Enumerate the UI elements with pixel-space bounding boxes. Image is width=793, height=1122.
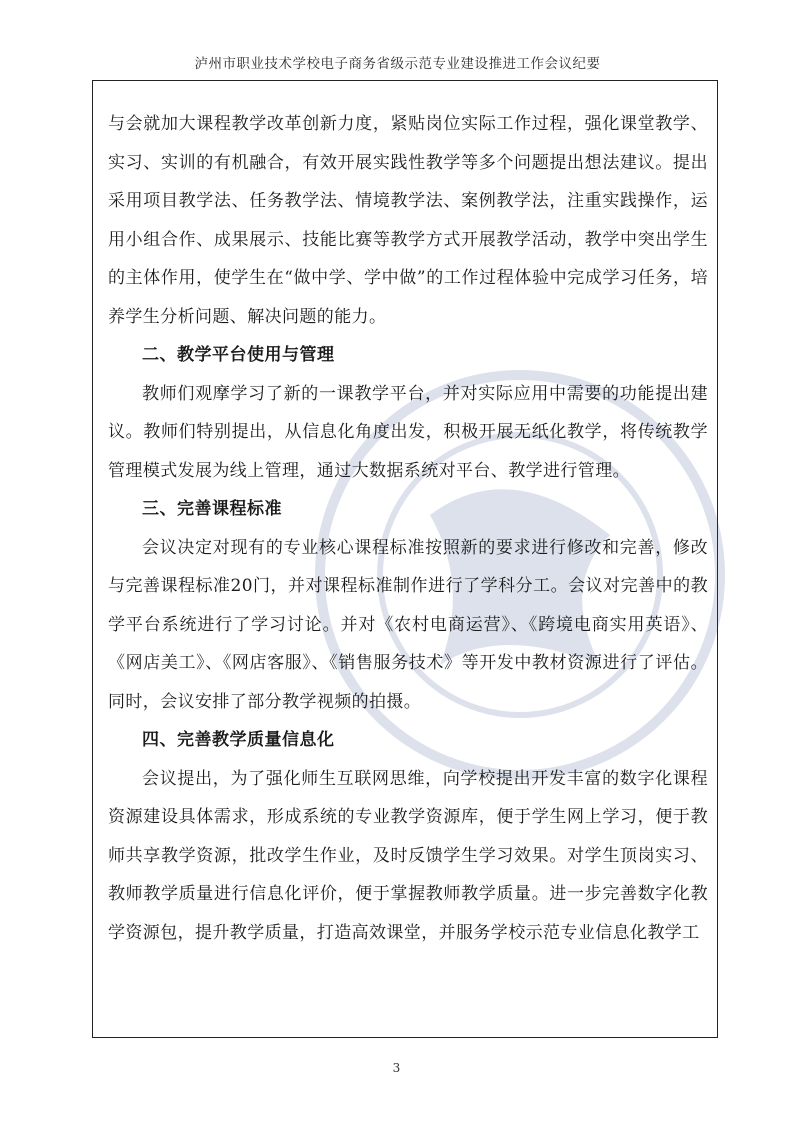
section-heading-standards: 三、完善课程标准: [142, 499, 282, 519]
paragraph-platform: 教师们观摩学习了新的一课教学平台，并对实际应用中需要的功能提出建议。教师们特别提出，从信息化角度出发，积极开展无纸化教学，将传统教学管理模式发展为线上管理，通过大数据系统对平台、教学进行管理。: [108, 383, 708, 481]
section-heading-platform: 二、教学平台使用与管理: [142, 345, 335, 365]
paragraph-curriculum-reform: 与会就加大课程教学改革创新力度，紧贴岗位实际工作过程，强化课堂教学、实习、实训的有机融合，有效开展实践性教学等多个问题提出想法建议。提出采用项目教学法、任务教学法、情境教学法、案例教学法，注重实践操作，运用小组合作、成果展示、技能比赛等教学方式开展教学活动，教学中突出学生的主体作用，使学生在“做中学、学中做”的工作过程体验中完成学习任务，培养学生分析问题、解决问题的能力。: [108, 114, 708, 327]
page-number: 3: [392, 1061, 401, 1075]
paragraph-standards: 会议决定对现有的专业核心课程标准按照新的要求进行修改和完善，修改与完善课程标准20门，并对课程标准制作进行了学科分工。会议对完善中的教学平台系统进行了学习讨论。并对《农村电商运营》、《跨境电商实用英语》、《网店美工》、《网店客服》、《销售服务技术》等开发中教材资源进行了评估。同时，会议安排了部分教学视频的拍摄。: [108, 537, 708, 712]
page-header: 泸州市职业技术学校电子商务省级示范专业建设推进工作会议纪要: [194, 56, 601, 72]
document-body: [108, 105, 708, 952]
paragraph-quality: 会议提出，为了强化师生互联网思维，向学校提出开发丰富的数字化课程资源建设具体需求，形成系统的专业教学资源库，便于学生网上学习，便于教师共享教学资源，批改学生作业，及时反馈学生学习效果。对学生顶岗实习、教师教学质量进行信息化评价，便于掌握教师教学质量。进一步完善数字化教学资源包，提升教学质量，打造高效课堂，并服务学校示范专业信息化教学工: [108, 768, 708, 943]
section-heading-quality: 四、完善教学质量信息化: [142, 730, 335, 750]
